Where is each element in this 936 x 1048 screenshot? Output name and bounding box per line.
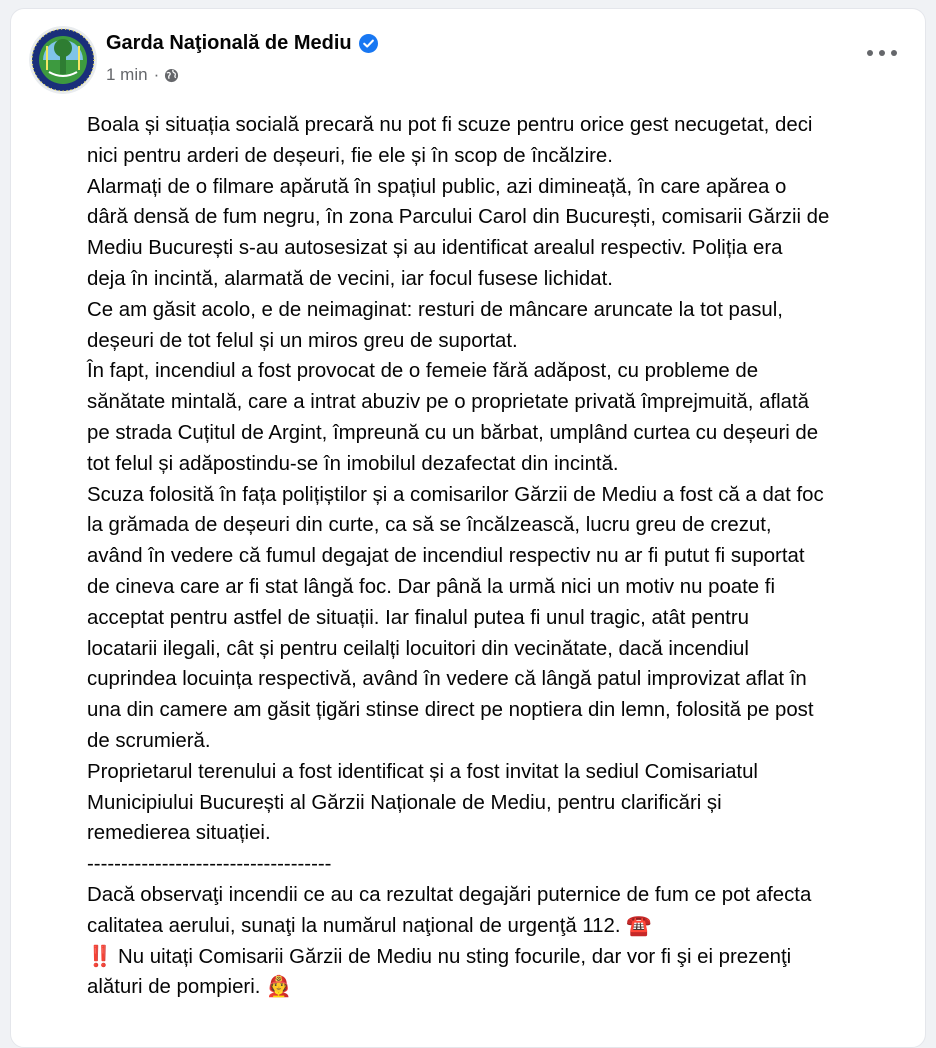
- post-text-line: cuprindea locuința respectivă, având în vedere că lângă patul improvizat aflat în: [87, 668, 807, 691]
- post-text-line: tot felul și adăpostindu-se în imobilul dezafectat din incintă.: [87, 452, 619, 475]
- separator-line: ------------------------------------: [87, 853, 332, 876]
- post-text-line: Scuza folosită în fața polițiștilor și a comisarilor Gărzii de Mediu a fost că a dat foc: [87, 483, 824, 506]
- post-card: [10, 8, 926, 1048]
- post-text-line: dâră densă de fum negru, în zona Parcului Carol din București, comisarii Gărzii de: [87, 206, 830, 229]
- post-text-line: Boala și situația socială precară nu pot fi scuze pentru orice gest necugetat, deci: [87, 114, 813, 136]
- more-options-icon: [891, 50, 897, 56]
- post-text-line: calitatea aerului, sunaţi la numărul naţional de urgenţă 112. ☎️: [87, 914, 652, 937]
- post-text-line: deșeuri de tot felul și un miros greu de suportat.: [87, 329, 518, 352]
- post-text-line: Alarmați de o filmare apărută în spațiul public, azi dimineață, în care apărea o: [87, 175, 787, 198]
- globe-icon[interactable]: [164, 68, 179, 83]
- post-text-line: la grămada de deșeuri din curte, ca să se încălzească, lucru greu de crezut,: [87, 514, 772, 537]
- post-text-line: deja în incintă, alarmată de vecini, iar focul fusese lichidat.: [87, 267, 613, 290]
- post-text-line: acceptat pentru astfel de situații. Iar finalul putea fi unul tragic, atât pentru: [87, 606, 749, 629]
- post-text: [87, 110, 907, 1003]
- post-timestamp[interactable]: 1 min: [106, 65, 148, 84]
- post-text-line: În fapt, incendiul a fost provocat de o femeie fără adăpost, cu probleme de: [87, 360, 759, 383]
- post-text-line: de scrumieră.: [87, 729, 211, 752]
- more-options-button[interactable]: [867, 43, 897, 63]
- verified-badge-icon: [359, 34, 378, 53]
- post-text-line: pe strada Cuțitul de Argint, împreună cu un bărbat, umplând curtea cu deșeuri de: [87, 421, 819, 444]
- more-options-icon: [867, 50, 873, 56]
- post-text-line: remedierea situației.: [87, 822, 271, 845]
- post-text-line: ‼️ Nu uitați Comisarii Gărzii de Mediu nu sting focurile, dar vor fi şi ei prezenţi: [87, 945, 792, 968]
- page-name-text[interactable]: Garda Naţională de Mediu: [106, 32, 352, 54]
- post-text-line: sănătate mintală, care a intrat abuziv pe o proprietate privată împrejmuită, aflată: [87, 391, 809, 414]
- post-text-line: Dacă observaţi incendii ce au ca rezultat degajări puternice de fum ce pot afecta: [87, 883, 812, 906]
- post-text-line: Ce am găsit acolo, e de neimaginat: resturi de mâncare aruncate la tot pasul,: [87, 298, 783, 321]
- post-text-line: Mediu București s-au autosesizat și au identificat arealul respectiv. Poliția era: [87, 237, 783, 260]
- post-text-line: una din camere am găsit țigări stinse direct pe noptiera din lemn, folosită pe post: [87, 699, 814, 722]
- garda-mediu-logo-icon: [29, 26, 97, 94]
- page-name[interactable]: [106, 31, 378, 55]
- post-text-line: locatarii ilegali, cât și pentru ceilalți locuitori din vecinătate, dacă incendiul: [87, 637, 749, 660]
- post-text-line: Municipiului București al Gărzii Naționale de Mediu, pentru clarificări și: [87, 791, 722, 814]
- more-options-icon: [879, 50, 885, 56]
- post-text-line: de cineva care ar fi stat lângă foc. Dar până la urmă nici un motiv nu poate fi: [87, 575, 775, 598]
- post-text-line: alături de pompieri. 🧑‍🚒: [87, 976, 292, 999]
- post-meta: [106, 65, 179, 85]
- post-text-line: Proprietarul terenului a fost identificat și a fost invitat la sediul Comisariatul: [87, 760, 758, 783]
- post-text-line: având în vedere că fumul degajat de incendiul respectiv nu ar fi putut fi suportat: [87, 545, 805, 568]
- post-text-line: nici pentru arderi de deșeuri, fie ele și în scop de încălzire.: [87, 144, 613, 167]
- page-avatar[interactable]: [29, 26, 97, 94]
- meta-separator: ·: [153, 65, 160, 84]
